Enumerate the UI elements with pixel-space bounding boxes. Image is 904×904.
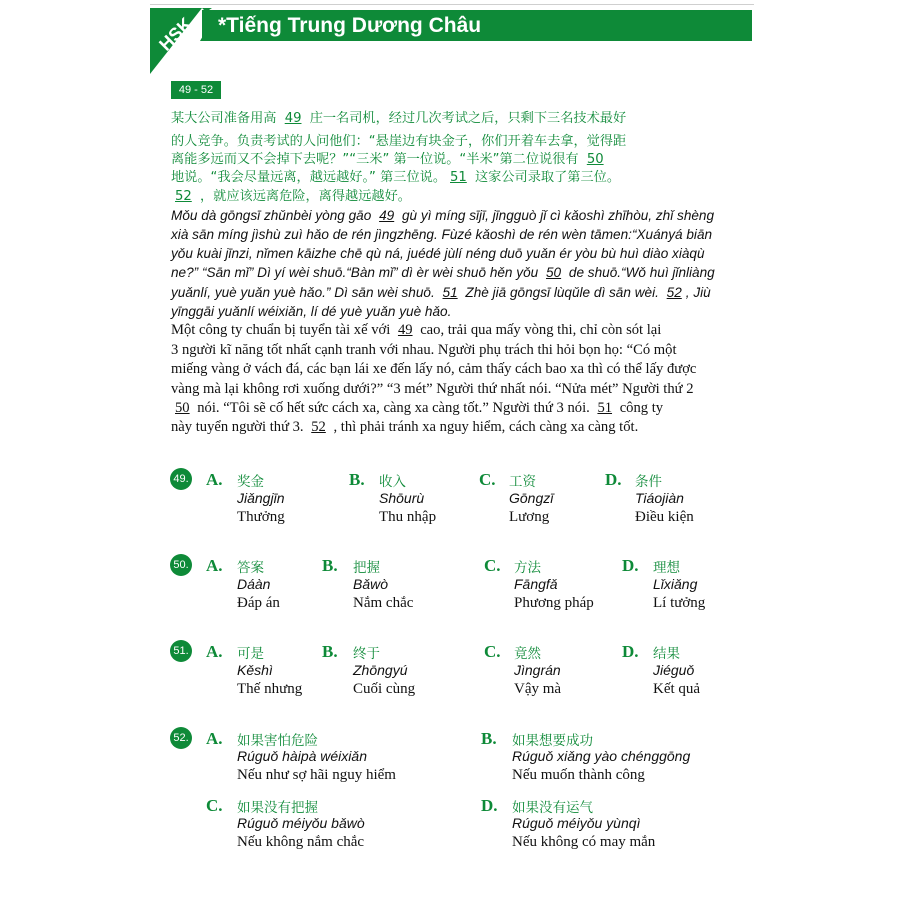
hsk-label: HSK	[155, 13, 197, 55]
option-letter: C.	[479, 470, 496, 489]
option-vietnamese: Nếu không nắm chắc	[237, 834, 365, 850]
question-number: 50.	[170, 554, 192, 576]
option-letter: C.	[484, 556, 501, 575]
option-letter: C.	[484, 642, 501, 661]
option-pinyin: Dáàn	[237, 576, 271, 592]
passage-cn-line: 52 ，就应该远离危险，离得越远越好。	[175, 189, 411, 204]
passage-vn-line: này tuyển người thứ 3. 52 , thì phải tránh xa nguy hiểm, cách càng xa càng tốt.	[171, 419, 639, 435]
option-letter: B.	[322, 556, 338, 575]
option-chinese: 终于	[353, 646, 380, 662]
option-pinyin: Tiáojiàn	[635, 490, 684, 506]
option-chinese: 条件	[635, 474, 662, 490]
option-vietnamese: Đáp án	[237, 595, 280, 611]
passage-vn-line: 50 nói. “Tôi sẽ cố hết sức cách xa, càng xa càng tốt.” Người thứ 3 nói. 51 công ty	[175, 400, 664, 416]
option-pinyin: Rúguǒ méiyǒu yùnqì	[512, 815, 641, 831]
option-letter: B.	[349, 470, 365, 489]
option-letter: C.	[206, 796, 223, 815]
passage-pinyin-line: yǒu kuài jīnzi, nǐmen kāizhe chē qù ná, juédé jùlí néng duō yuǎn ér yòu bù huì diào xiàqù	[171, 246, 705, 261]
option-chinese: 如果没有运气	[512, 800, 593, 816]
option-vietnamese: Vậy mà	[514, 681, 562, 697]
option-pinyin: Shōurù	[379, 490, 425, 506]
option-pinyin: Gōngzī	[509, 490, 554, 506]
option-pinyin: Kěshì	[237, 662, 273, 678]
question-range-badge: 49 - 52	[171, 81, 221, 99]
option-vietnamese: Phương pháp	[514, 595, 594, 611]
option-vietnamese: Thế nhưng	[237, 681, 303, 697]
passage-cn-line: 地说。“我会尽量远离，越远越好。” 第三位说。 51 这家公司录取了第三位。	[171, 170, 621, 185]
option-vietnamese: Kết quả	[653, 681, 701, 697]
question-number: 52.	[170, 727, 192, 749]
option-chinese: 把握	[353, 560, 380, 576]
option-pinyin: Zhōngyú	[353, 662, 408, 678]
passage-vn-line: vàng mà lại không rơi xuống dưới?” “3 mét” Người thứ nhất nói. “Nửa mét” Người thứ 2	[171, 381, 694, 397]
option-pinyin: Rúguǒ hàipà wéixiǎn	[237, 748, 367, 764]
option-vietnamese: Nếu không có may mắn	[512, 834, 656, 850]
option-letter: D.	[622, 642, 639, 661]
option-vietnamese: Lí tưởng	[653, 595, 706, 611]
option-vietnamese: Cuối cùng	[353, 681, 416, 697]
option-vietnamese: Nếu như sợ hãi nguy hiểm	[237, 767, 396, 783]
option-chinese: 可是	[237, 646, 264, 662]
option-chinese: 答案	[237, 560, 264, 576]
passage-vn-line: 3 người kĩ năng tốt nhất cạnh tranh với nhau. Người phụ trách thi hỏi bọn họ: “Có một	[171, 342, 677, 358]
option-vietnamese: Thưởng	[237, 509, 285, 525]
option-pinyin: Lǐxiǎng	[653, 576, 698, 592]
option-chinese: 如果害怕危险	[237, 733, 318, 749]
option-chinese: 结果	[653, 646, 680, 662]
option-pinyin: Jiéguǒ	[653, 662, 695, 678]
option-chinese: 方法	[514, 560, 541, 576]
option-pinyin: Jìngrán	[514, 662, 561, 678]
option-chinese: 工资	[509, 474, 536, 490]
option-chinese: 收入	[379, 474, 406, 490]
option-chinese: 竟然	[514, 646, 541, 662]
passage-vn-line: miếng vàng ở vách đá, các bạn lái xe đến lấy nó, cảm thấy cách bao xa thì có thể lấy được	[171, 361, 697, 377]
passage-pinyin-line: yuǎnlí, yuè yuǎn yuè hǎo.” Dì sān wèi shuō. 51 Zhè jiā gōngsī lùqǔle dì sān wèi. 52 , Jiù	[171, 285, 711, 300]
option-chinese: 如果没有把握	[237, 800, 318, 816]
option-pinyin: Bǎwò	[353, 576, 389, 592]
option-pinyin: Jiǎngjīn	[237, 490, 285, 506]
question-number: 51.	[170, 640, 192, 662]
passage-cn-line: 某大公司准备用高 49 庄一名司机，经过几次考试之后，只剩下三名技术最好	[171, 111, 627, 126]
option-letter: B.	[481, 729, 497, 748]
option-chinese: 奖金	[237, 474, 264, 490]
top-rule	[150, 4, 754, 5]
option-vietnamese: Thu nhập	[379, 509, 437, 525]
option-letter: B.	[322, 642, 338, 661]
passage-pinyin-line: xià sān míng jìshù zuì hǎo de rén jìngzhēng. Fùzé kǎoshì de rén wèn tāmen:“Xuányá biān	[171, 227, 713, 242]
passage-cn-line: 的人竞争。负责考试的人问他们：“悬崖边有块金子，你们开着车去拿，觉得距	[171, 134, 627, 149]
page-title: *Tiếng Trung Dương Châu	[218, 14, 482, 37]
passage-pinyin-line: ne?” “Sān mǐ” Dì yí wèi shuō.“Bàn mǐ” dì èr wèi shuō hěn yǒu 50 de shuō.“Wǒ huì jǐnliàng	[171, 265, 715, 280]
question-number: 49.	[170, 468, 192, 490]
passage-vn-line: Một công ty chuẩn bị tuyển tài xế với 49 cao, trải qua mấy vòng thi, chỉ còn sót lại	[171, 322, 662, 338]
option-letter: D.	[481, 796, 498, 815]
passage-pinyin-line: Mǒu dà gōngsī zhǔnbèi yòng gāo 49 gù yì míng sījī, jīngguò jǐ cì kǎoshì zhīhòu, zhǐ shèng	[171, 208, 715, 223]
option-chinese: 如果想要成功	[512, 733, 593, 749]
option-pinyin: Fāngfǎ	[514, 576, 558, 592]
option-vietnamese: Lương	[509, 509, 550, 525]
option-pinyin: Rúguǒ xiǎng yào chénggōng	[512, 748, 691, 764]
option-vietnamese: Nếu muốn thành công	[512, 767, 645, 783]
option-letter: D.	[605, 470, 622, 489]
option-vietnamese: Điều kiện	[635, 509, 694, 525]
option-pinyin: Rúguǒ méiyǒu bǎwò	[237, 815, 365, 831]
passage-cn-line: 离能多远而又不会掉下去呢？”“三米” 第一位说。“半米”第二位说很有 50	[171, 152, 604, 167]
option-letter: A.	[206, 470, 223, 489]
option-vietnamese: Nắm chắc	[353, 595, 414, 611]
passage-pinyin-line: yīnggāi yuǎnlí wéixiǎn, lí dé yuè yuǎn yuè hǎo.	[171, 304, 452, 319]
option-letter: D.	[622, 556, 639, 575]
option-letter: A.	[206, 642, 223, 661]
option-chinese: 理想	[653, 560, 680, 576]
option-letter: A.	[206, 556, 223, 575]
option-letter: A.	[206, 729, 223, 748]
